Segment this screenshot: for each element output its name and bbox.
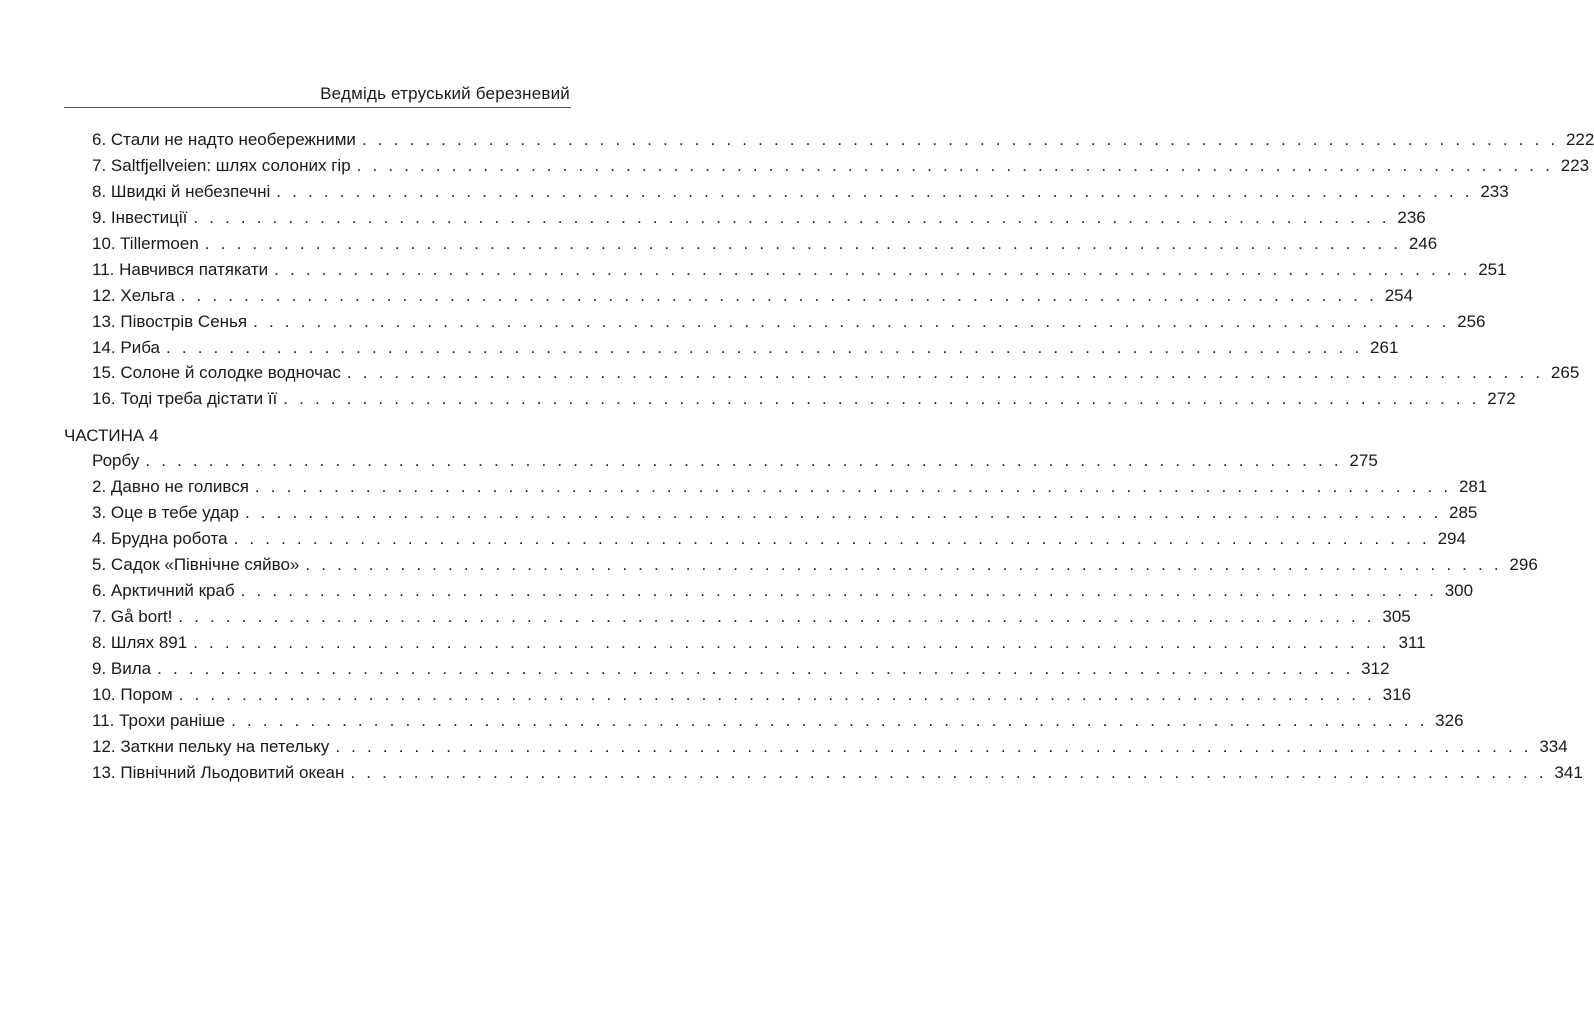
toc-page-number: 294	[1437, 529, 1466, 548]
toc-entry	[92, 581, 1474, 603]
toc-leader-dots: . . . . . . . . . . . . . . . . . . . . . . . . . . . . . . . . . . . . . . . . . . . . . . . . . . . . . . . . . . . . . . . . . . . . . . . . . . . .	[233, 529, 1430, 548]
toc-page-number: 341	[1554, 763, 1583, 782]
toc-page-number: 265	[1550, 363, 1580, 382]
toc-page-number: 281	[1458, 477, 1488, 496]
toc-leader-dots: . . . . . . . . . . . . . . . . . . . . . . . . . . . . . . . . . . . . . . . . . . . . . . . . . . . . . . . . . . . . . . . . . . . . . . . . . . . .	[335, 737, 1532, 756]
toc-entry-title: Рорбу	[92, 451, 140, 470]
toc-page-number: 246	[1408, 234, 1438, 253]
toc-leader-dots: . . . . . . . . . . . . . . . . . . . . . . . . . . . . . . . . . . . . . . . . . . . . . . . . . . . . . . . . . . . . . . . . . . . . . . . . . . . .	[244, 503, 1442, 522]
toc-entry-title: 5. Садок «Північне сяйво»	[92, 555, 300, 574]
toc-page-number: 236	[1397, 208, 1426, 227]
toc-entry-title: 7. Saltfjellveien: шлях солоних гір	[92, 156, 351, 175]
toc-entry	[92, 711, 1464, 733]
toc-entry-title: 10. Пором	[92, 685, 173, 704]
toc-entry	[92, 208, 1426, 230]
toc-page-number: 311	[1398, 633, 1426, 652]
toc-entry	[92, 763, 1583, 785]
toc-entry-title: 12. Хельга	[92, 286, 175, 305]
toc-leader-dots: . . . . . . . . . . . . . . . . . . . . . . . . . . . . . . . . . . . . . . . . . . . . . . . . . . . . . . . . . . . . . . . . . . . . . . . . . . . .	[193, 633, 1390, 652]
toc-page-number: 256	[1457, 312, 1486, 331]
toc-entry-title: 10. Tillermoen	[92, 234, 199, 253]
toc-leader-dots: . . . . . . . . . . . . . . . . . . . . . . . . . . . . . . . . . . . . . . . . . . . . . . . . . . . . . . . . . . . . . . . . . . . . . . . . . . . .	[305, 555, 1502, 574]
toc-page-number: 285	[1448, 503, 1478, 522]
toc-page-number: 233	[1480, 182, 1509, 201]
toc-leader-dots: . . . . . . . . . . . . . . . . . . . . . . . . . . . . . . . . . . . . . . . . . . . . . . . . . . . . . . . . . . . . . . . . . . . . . . . . . . . .	[350, 763, 1547, 782]
toc-entry	[92, 659, 1390, 681]
toc-leader-dots: . . . . . . . . . . . . . . . . . . . . . . . . . . . . . . . . . . . . . . . . . . . . . . . . . . . . . . . . . . . . . . . . . . . . . . . . . . . .	[254, 477, 1452, 496]
toc-leader-dots: . . . . . . . . . . . . . . . . . . . . . . . . . . . . . . . . . . . . . . . . . . . . . . . . . . . . . . . . . . . . . . . . . . . . . . . . . . . .	[346, 363, 1544, 382]
toc-leader-dots: . . . . . . . . . . . . . . . . . . . . . . . . . . . . . . . . . . . . . . . . . . . . . . . . . . . . . . . . . . . . . . . . . . . . . . . . . . . .	[274, 260, 1471, 279]
toc-entry-title: 7. Gå bort!	[92, 607, 173, 626]
toc-page-number: 251	[1478, 260, 1507, 279]
toc-entry-title: 14. Риба	[92, 338, 160, 357]
toc-entry-title: 8. Швидкі й небезпечні	[92, 182, 271, 201]
toc-page-number: 254	[1384, 286, 1414, 305]
toc-entry	[92, 363, 1580, 385]
toc-entry	[92, 737, 1568, 759]
toc-leader-dots: . . . . . . . . . . . . . . . . . . . . . . . . . . . . . . . . . . . . . . . . . . . . . . . . . . . . . . . . . . . . . . . . . . . . . . . . . . . .	[361, 130, 1559, 149]
toc-page-number: 261	[1370, 338, 1399, 357]
toc-entry-title: 4. Брудна робота	[92, 529, 228, 548]
toc-entry	[92, 234, 1438, 256]
toc-leader-dots: . . . . . . . . . . . . . . . . . . . . . . . . . . . . . . . . . . . . . . . . . . . . . . . . . . . . . . . . . . . . . . . . . . . . . . . . . . . .	[178, 607, 1375, 626]
toc-entry	[92, 503, 1478, 525]
toc-entry-title: 11. Трохи раніше	[92, 711, 226, 730]
toc-page-number: 300	[1444, 581, 1474, 600]
toc-leader-dots: . . . . . . . . . . . . . . . . . . . . . . . . . . . . . . . . . . . . . . . . . . . . . . . . . . . . . . . . . . . . . . . . . . . . . . . . . . . .	[283, 389, 1480, 408]
toc-page-number: 326	[1435, 711, 1464, 730]
toc-entry-title: 9. Інвестиції	[92, 208, 188, 227]
toc-page-number: 272	[1487, 389, 1516, 408]
part-heading: ЧАСТИНА 4	[64, 426, 159, 445]
toc-entry-title: 3. Оце в тебе удар	[92, 503, 239, 522]
toc-entry-title: 2. Давно не голився	[92, 477, 249, 496]
toc-entry	[92, 338, 1399, 360]
toc-entry-title: 16. Тоді треба дістати її	[92, 389, 278, 408]
toc-entry	[92, 389, 1516, 411]
toc-entry	[92, 477, 1488, 499]
toc-entry-title: 15. Солоне й солодке водночас	[92, 363, 341, 382]
running-head: Ведмідь етруський березневий	[320, 84, 570, 103]
toc-leader-dots: . . . . . . . . . . . . . . . . . . . . . . . . . . . . . . . . . . . . . . . . . . . . . . . . . . . . . . . . . . . . . . . . . . . . . . . . . . . .	[178, 685, 1376, 704]
toc-entry-title: 11. Навчився патякати	[92, 260, 269, 279]
toc-leader-dots: . . . . . . . . . . . . . . . . . . . . . . . . . . . . . . . . . . . . . . . . . . . . . . . . . . . . . . . . . . . . . . . . . . . . . . . . . . . .	[180, 286, 1378, 305]
toc-entry	[92, 685, 1412, 707]
header-rule	[64, 107, 571, 108]
toc-entry-title: 6. Стали не надто необережними	[92, 130, 356, 149]
toc-entry	[92, 286, 1414, 308]
toc-page-number: 305	[1382, 607, 1411, 626]
toc-leader-dots: . . . . . . . . . . . . . . . . . . . . . . . . . . . . . . . . . . . . . . . . . . . . . . . . . . . . . . . . . . . . . . . . . . . . . . . . . . . .	[157, 659, 1354, 678]
toc-leader-dots: . . . . . . . . . . . . . . . . . . . . . . . . . . . . . . . . . . . . . . . . . . . . . . . . . . . . . . . . . . . . . . . . . . . . . . . . . . . .	[231, 711, 1428, 730]
toc-page-number: 296	[1509, 555, 1538, 574]
toc-entry	[92, 156, 1590, 178]
toc-leader-dots: . . . . . . . . . . . . . . . . . . . . . . . . . . . . . . . . . . . . . . . . . . . . . . . . . . . . . . . . . . . . . . . . . . . . . . . . . . . .	[240, 581, 1438, 600]
toc-entry	[92, 607, 1411, 629]
toc-leader-dots: . . . . . . . . . . . . . . . . . . . . . . . . . . . . . . . . . . . . . . . . . . . . . . . . . . . . . . . . . . . . . . . . . . . . . . . . . . . .	[204, 234, 1402, 253]
toc-entry-title: 13. Північний Льодовитий океан	[92, 763, 345, 782]
toc-entry	[92, 312, 1486, 334]
toc-entry-title: 6. Арктичний краб	[92, 581, 235, 600]
toc-entry	[92, 130, 1594, 152]
toc-entry	[92, 529, 1466, 551]
toc-page-number: 312	[1361, 659, 1390, 678]
toc-entry	[92, 182, 1509, 204]
toc-entry	[92, 555, 1538, 577]
toc-page-number: 223	[1560, 156, 1590, 175]
toc-page-number: 275	[1349, 451, 1378, 470]
toc-page-number: 316	[1382, 685, 1412, 704]
toc-leader-dots: . . . . . . . . . . . . . . . . . . . . . . . . . . . . . . . . . . . . . . . . . . . . . . . . . . . . . . . . . . . . . . . . . . . . . . . . . . . .	[166, 338, 1363, 357]
toc-entry-title: 13. Півострів Сенья	[92, 312, 248, 331]
toc-entry	[92, 260, 1507, 282]
toc-entry	[92, 633, 1426, 655]
toc-leader-dots: . . . . . . . . . . . . . . . . . . . . . . . . . . . . . . . . . . . . . . . . . . . . . . . . . . . . . . . . . . . . . . . . . . . . . . . . . . . .	[253, 312, 1450, 331]
toc-entry-title: 9. Вила	[92, 659, 152, 678]
toc-entry	[92, 451, 1378, 473]
toc-page-number: 222	[1565, 130, 1594, 149]
toc-leader-dots: . . . . . . . . . . . . . . . . . . . . . . . . . . . . . . . . . . . . . . . . . . . . . . . . . . . . . . . . . . . . . . . . . . . . . . . . . . . .	[193, 208, 1390, 227]
toc-entry-title: 8. Шлях 891	[92, 633, 188, 652]
toc-page-number: 334	[1539, 737, 1568, 756]
toc-entry-title: 12. Заткни пельку на петельку	[92, 737, 330, 756]
toc-leader-dots: . . . . . . . . . . . . . . . . . . . . . . . . . . . . . . . . . . . . . . . . . . . . . . . . . . . . . . . . . . . . . . . . . . . . . . . . . . . .	[356, 156, 1554, 175]
toc-leader-dots: . . . . . . . . . . . . . . . . . . . . . . . . . . . . . . . . . . . . . . . . . . . . . . . . . . . . . . . . . . . . . . . . . . . . . . . . . . . .	[276, 182, 1473, 201]
toc-leader-dots: . . . . . . . . . . . . . . . . . . . . . . . . . . . . . . . . . . . . . . . . . . . . . . . . . . . . . . . . . . . . . . . . . . . . . . . . . . . .	[145, 451, 1342, 470]
